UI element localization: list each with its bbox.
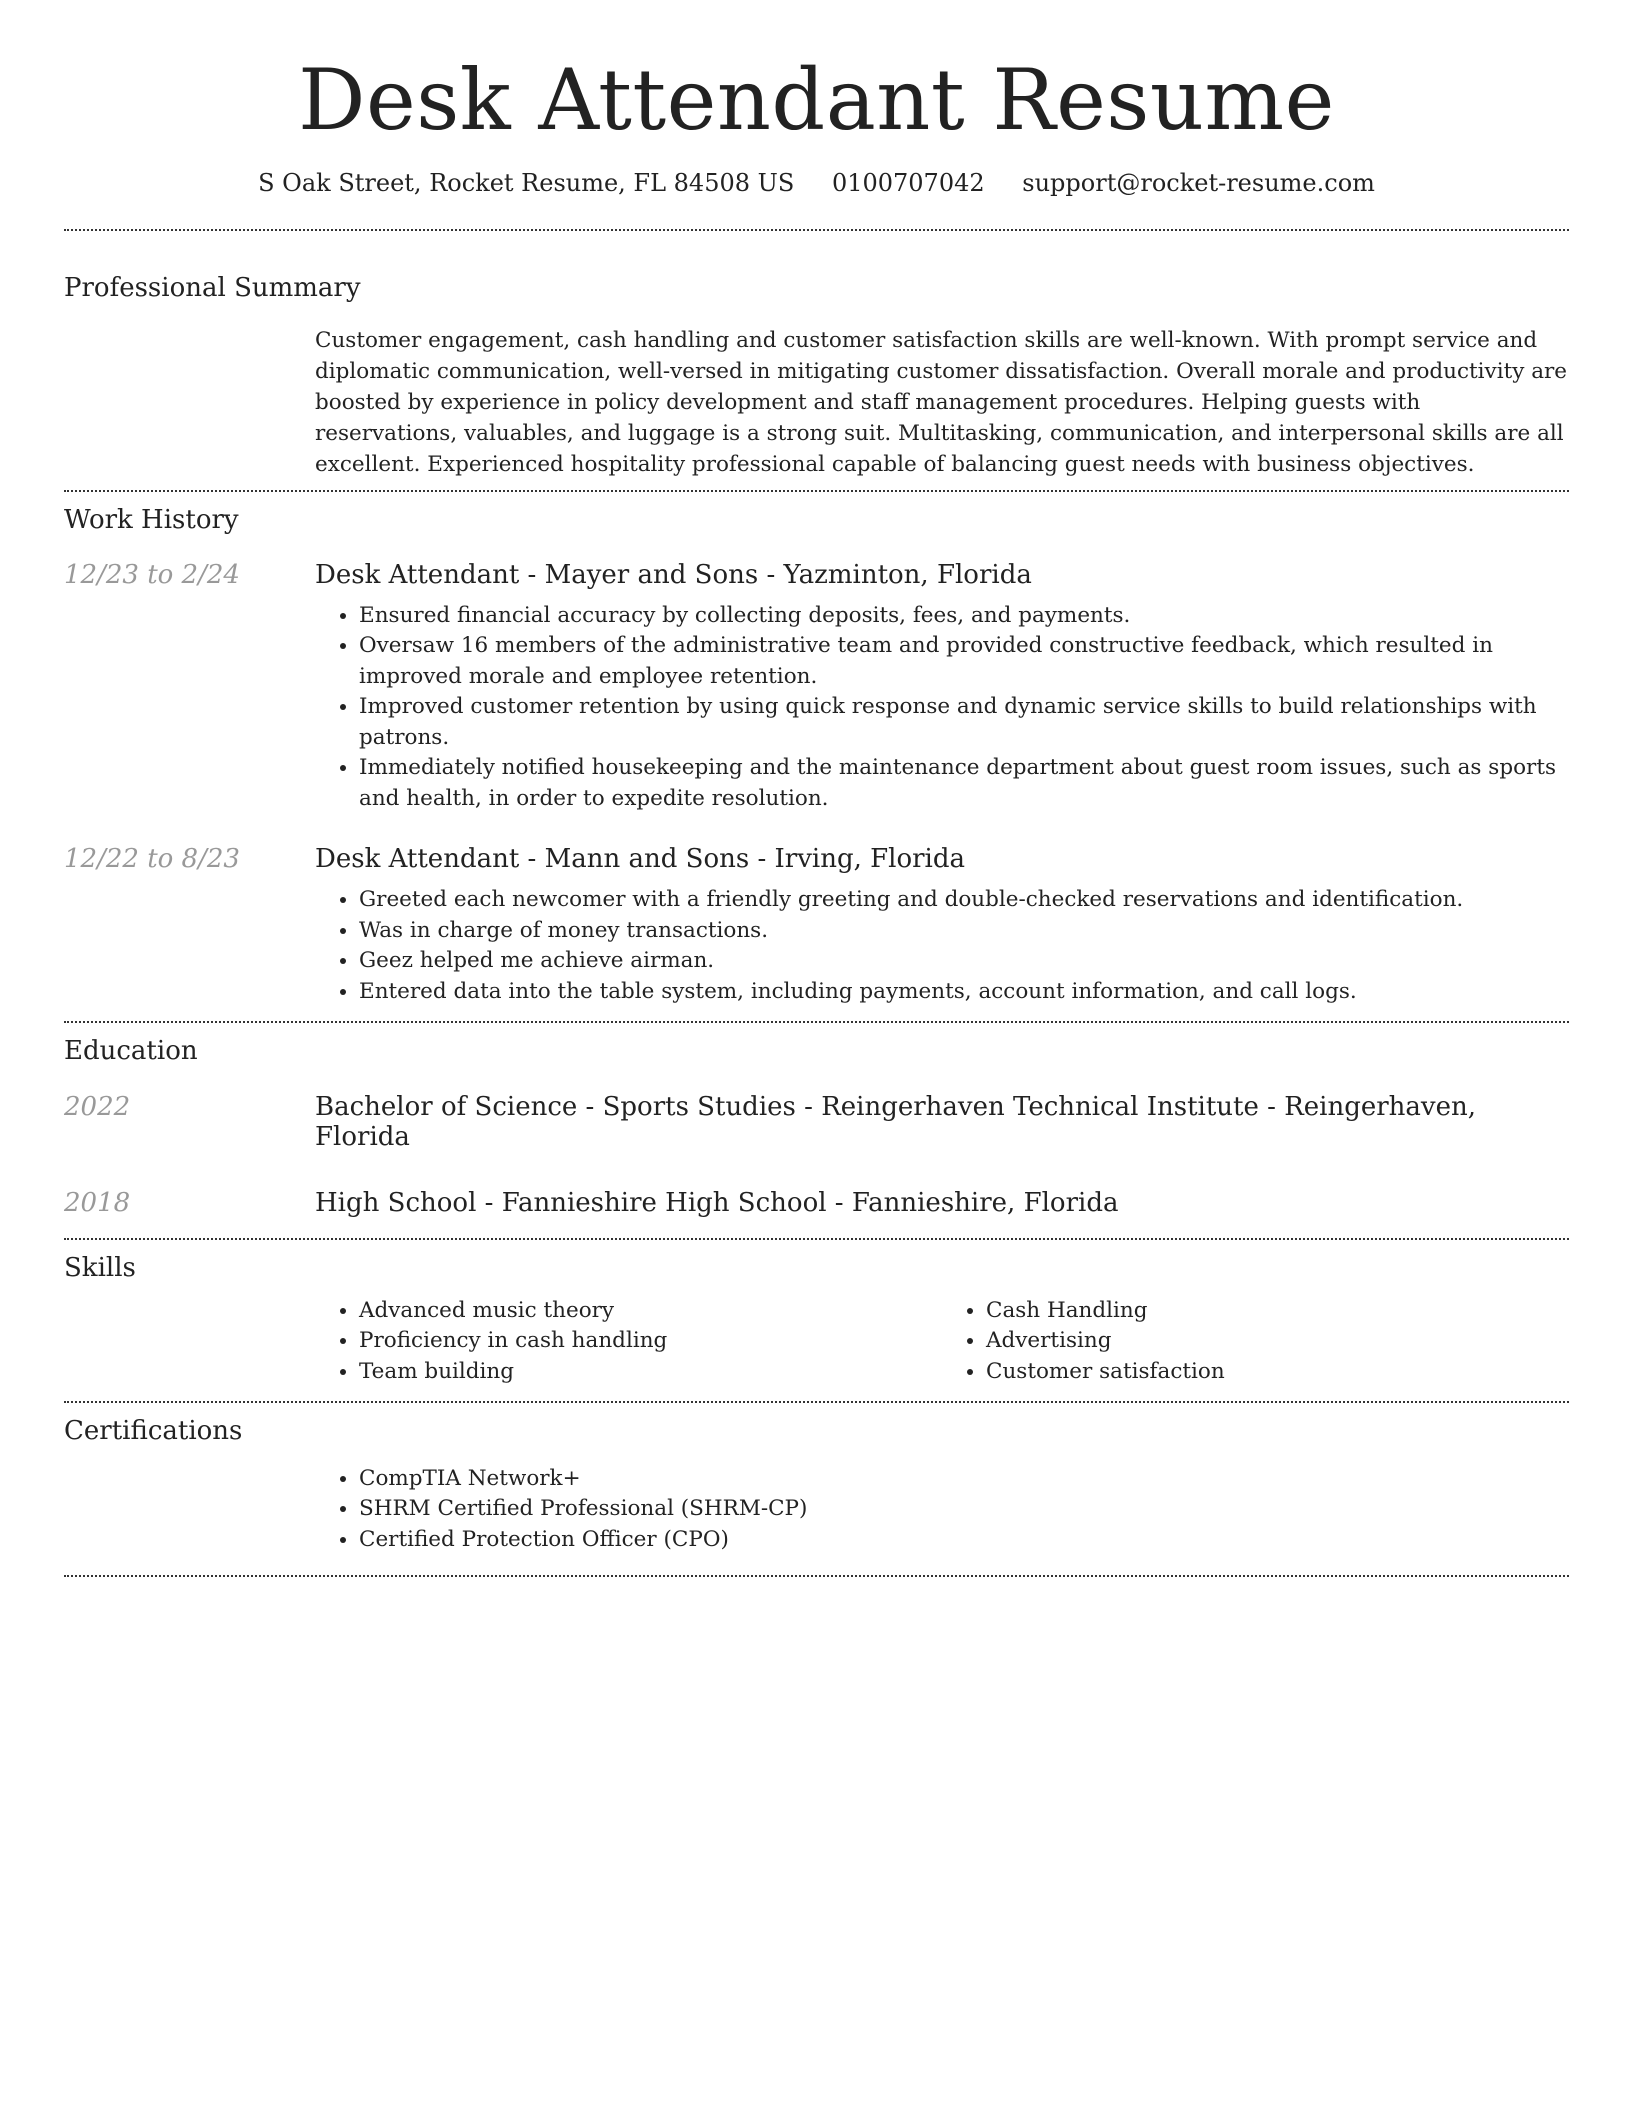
list-item: • Greeted each newcomer with a friendly greeting and double-checked reservations and identification.: [359, 885, 1569, 916]
education-year: 2018: [64, 1187, 131, 1218]
contact-line: [64, 169, 1569, 197]
list-item: • Geez helped me achieve airman.: [359, 946, 1569, 977]
skills-list: [315, 1296, 1569, 1388]
education-title: Bachelor of Science - Sports Studies - Reingerhaven Technical Institute - Reingerhaven, Florida: [315, 1091, 1477, 1152]
divider: [64, 1238, 1569, 1240]
education-entry: [64, 1188, 1569, 1218]
divider: [64, 229, 1569, 231]
skills-column-right: [942, 1296, 1569, 1388]
certifications-list: [315, 1464, 1569, 1556]
list-item: • Advanced music theory: [359, 1296, 942, 1327]
resume-page: [64, 0, 1569, 1577]
education-entry: [64, 1092, 1569, 1152]
list-item: • Team building: [359, 1357, 942, 1388]
job-bullets: [315, 885, 1569, 1007]
list-item: • Was in charge of money transactions.: [359, 916, 1569, 947]
job-title: Desk Attendant - Mayer and Sons - Yazminton, Florida: [315, 559, 1032, 590]
list-item: • Cash Handling: [986, 1296, 1569, 1327]
list-item: • CompTIA Network+: [359, 1464, 1569, 1495]
list-item: • SHRM Certified Professional (SHRM-CP): [359, 1494, 1569, 1525]
list-item: • Immediately notified housekeeping and the maintenance department about guest room issues, such as sports and health, in order to expedite resolution.: [359, 753, 1569, 814]
summary-body: [315, 325, 1569, 480]
divider: [64, 490, 1569, 492]
work-history-heading: Work History: [64, 504, 239, 535]
divider: [64, 1021, 1569, 1023]
summary-heading: Professional Summary: [64, 272, 361, 303]
summary-text: Customer engagement, cash handling and customer satisfaction skills are well-known. With prompt service and diplomatic communication, well-versed in mitigating customer dissatisfaction. Overall morale and productivity are boosted by experience in policy development and staff management procedures. Helping guests with reservations, valuables, and luggage is a strong suit. Multitasking, communication, and interpersonal skills are all excellent. Experienced hospitality professional capable of balancing guest needs with business objectives.: [315, 327, 1568, 477]
address: S Oak Street, Rocket Resume, FL 84508 US: [258, 168, 795, 197]
list-item: • Ensured financial accuracy by collecting deposits, fees, and payments.: [359, 601, 1569, 632]
job-dates: 12/22 to 8/23: [64, 844, 240, 875]
list-item: • Improved customer retention by using quick response and dynamic service skills to build relationships with patrons.: [359, 692, 1569, 753]
job-title: Desk Attendant - Mann and Sons - Irving, Florida: [315, 844, 966, 875]
list-item: • Entered data into the table system, including payments, account information, and call logs.: [359, 977, 1569, 1008]
certifications-heading: Certifications: [64, 1416, 243, 1447]
divider: [64, 1401, 1569, 1403]
email: support@rocket-resume.com: [1022, 168, 1375, 197]
education-title: High School - Fannieshire High School - Fannieshire, Florida: [315, 1187, 1119, 1218]
job-entry: [64, 560, 1569, 815]
skills-column-left: [315, 1296, 942, 1388]
phone: 0100707042: [831, 168, 985, 197]
list-item: • Certified Protection Officer (CPO): [359, 1525, 1569, 1556]
certifications-body: [315, 1464, 1569, 1556]
skills-heading: Skills: [64, 1252, 136, 1283]
job-bullets: [315, 601, 1569, 815]
job-dates: 12/23 to 2/24: [64, 559, 240, 590]
education-year: 2022: [64, 1091, 131, 1122]
resume-title: Desk Attendant Resume: [298, 51, 1335, 149]
job-entry: [64, 844, 1569, 1007]
list-item: • Proficiency in cash handling: [359, 1326, 942, 1357]
list-item: • Oversaw 16 members of the administrative team and provided constructive feedback, which resulted in improved morale and employee retention.: [359, 631, 1569, 692]
education-heading: Education: [64, 1036, 198, 1067]
list-item: • Customer satisfaction: [986, 1357, 1569, 1388]
divider: [64, 1575, 1569, 1577]
list-item: • Advertising: [986, 1326, 1569, 1357]
